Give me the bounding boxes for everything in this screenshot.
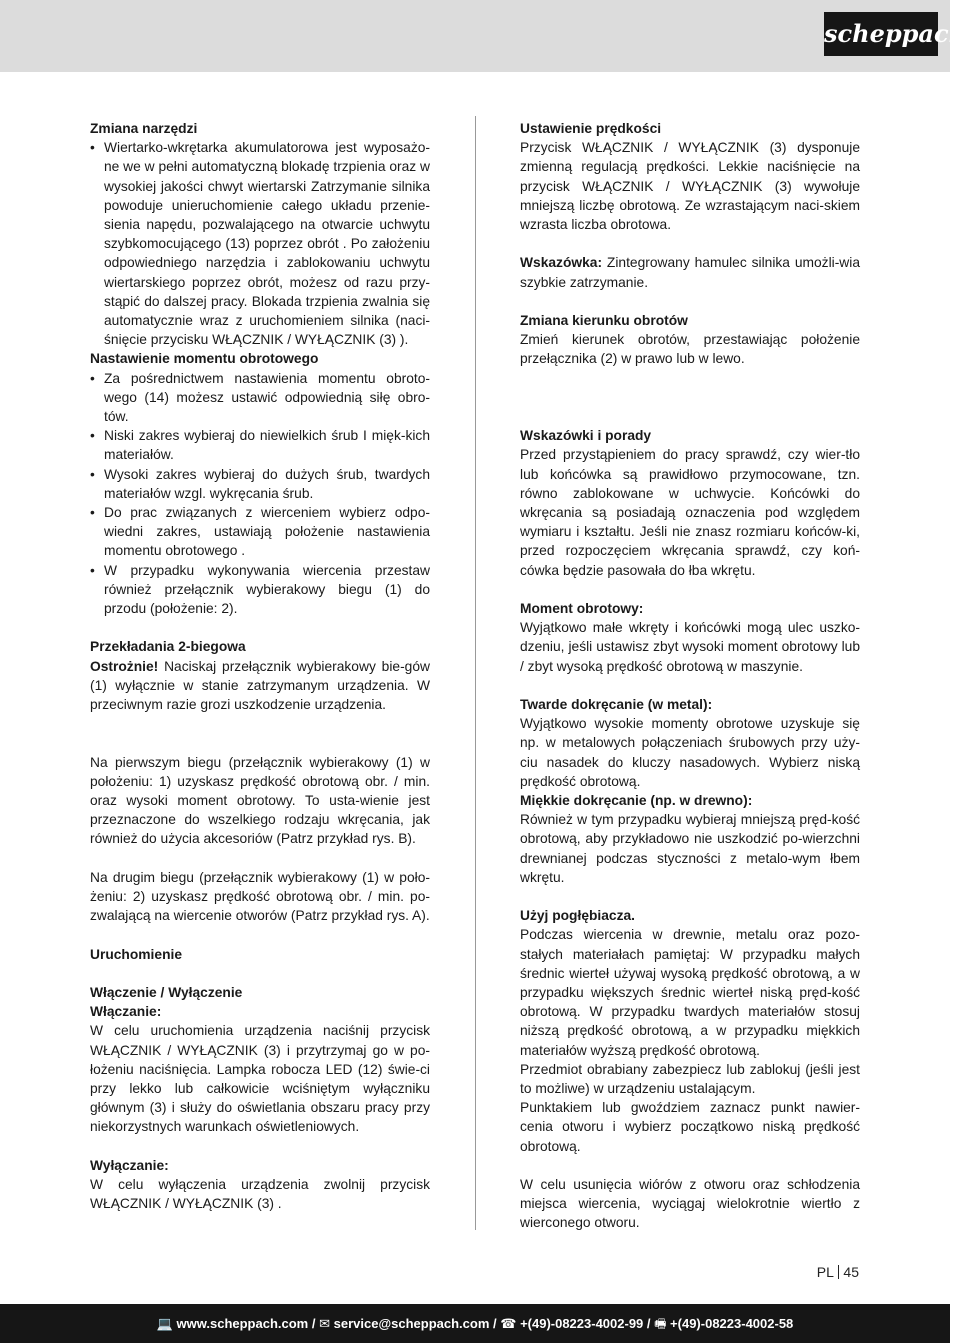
page-number-value: 45 [843, 1264, 859, 1280]
speed-setting-paragraph: Przycisk WŁĄCZNIK / WYŁĄCZNIK (3) dysponuje zmienną regulacją prędkości. Lekkie naciśnięcie na przycisk WŁĄCZNIK / WYŁĄCZNIK (3) wywołuje mniejszą liczbę obrotową. Ze wzrastającym naci-skiem wzrasta liczba obrotowa. [520, 140, 860, 233]
email-link[interactable]: service@scheppach.com [333, 1316, 490, 1331]
subtitle-switching-off: Wyłączanie: [90, 1157, 169, 1173]
website-link[interactable]: www.scheppach.com [176, 1316, 309, 1331]
footer-separator: / [308, 1316, 320, 1331]
fax-number: +(49)-08223-4002-58 [670, 1316, 794, 1331]
hint-label: Wskazówka: [520, 255, 603, 271]
torque-paragraph: Wyjątkowo małe wkręty i końcówki mogą ulec uszko-dzeniu, jeśli ustawisz zbyt wysoki moment obrotowy lub / zbyt wysoką prędkość obrotową w maszynie. [520, 620, 860, 674]
section-title-tips: Wskazówki i porady [520, 428, 652, 444]
column-divider [475, 116, 476, 1230]
phone-icon: ☎ [500, 1316, 517, 1331]
computer-icon: 💻 [156, 1316, 173, 1331]
right-column [520, 119, 860, 1233]
switching-off-paragraph: W celu wyłączenia urządzenia zwolnij przycisk WŁĄCZNIK / WYŁĄCZNIK (3) . [90, 1177, 430, 1212]
phone-number: +(49)-08223-4002-99 [520, 1316, 644, 1331]
second-gear-paragraph: Na drugim biegu (przełącznik wybierakowy (1) w poło-żeniu: 2) uzyskasz prędkość obrotową obr. / min. po-zwalającą na wiercenie otworów (Patrz przykład rys. A). [90, 869, 430, 924]
caution-paragraph [90, 657, 430, 715]
switching-on-paragraph: W celu uruchomienia urządzenia naciśnij przycisk WŁĄCZNIK / WYŁĄCZNIK (3) i przytrzymaj go w po-łożeniu naciśnięcia. Lampka robocza LED (12) świe-ci przy lekko lub całkowicie wciśniętym wyłączniku głównym (3) i służy do oświetlania obszaru pracy przy niekorzystnych warunkach oświetleniowych. [90, 1023, 430, 1135]
section-title-speed-setting: Ustawienie prędkości [520, 121, 662, 136]
countersink-paragraph-3: Punktakiem lub gwoździem zaznacz punkt nawier-cenia otworu i wybierz początkowo niską prędkość obrotową. [520, 1100, 860, 1154]
tips-paragraph: Przed przystąpieniem do pracy sprawdź, czy wier-tło lub końcówka są prawidłowo przymocowane, tzn. równo zablokowane w uchwycie. Końcówki do wkręcania są posiadają oznaczenia pod względem wymiaru i kształtu. Jeśli nie znasz rozmiaru końców-ki, przed rozpoczęciem wkręcania sprawdź, czy koń-cówka będzie pasowała do łba wkrętu. [520, 447, 860, 578]
hard-screwing-paragraph: Wyjątkowo wysokie momenty obrotowe uzyskuje się np. w metalowych połączeniach śrubowych przy uży-ciu nasadek do kluczy nasadowych. Wybierz niską prędkość obrotową. [520, 716, 860, 789]
hint-text: Zintegrowany hamulec silnika umożli-wia szybkie zatrzymanie. [520, 255, 860, 290]
section-title-countersink: Użyj pogłębiacza. [520, 908, 636, 924]
section-title-soft-screwing: Miękkie dokręcanie (np. w drewno): [520, 793, 753, 809]
caution-text: Naciskaj przełącznik wybierakowy bie-gów (1) wyłącznie w stanie zatrzymanym urządzenia. W przeciwnym razie grozi uszkodzenie urządzenia. [90, 658, 430, 713]
countersink-paragraph-4: W celu usunięcia wiórów z otworu oraz schłodzenia miejsca wiercenia, wyciągaj wielokrotnie wiertło z wierconego otworu. [520, 1177, 860, 1231]
list-item: • Za pośrednictwem nastawienia momentu obroto-wego (14) możesz ustawić odpowiednią siłę obro-tów. [90, 369, 430, 427]
countersink-paragraph-2: Przedmiot obrabiany zabezpiecz lub zablokuj (jeśli jest to możliwe) w urządzeniu ustalającym. [520, 1061, 860, 1097]
footer-separator: / [489, 1316, 501, 1331]
tool-change-list [90, 138, 430, 349]
section-title-on-off: Włączenie / Wyłączenie [90, 985, 243, 1001]
caution-label: Ostrożnie! [90, 658, 159, 674]
section-title-gearbox: Przekładania 2-biegowa [90, 639, 246, 655]
footer-contact-bar [0, 1304, 950, 1343]
section-title-torque-setting: Nastawienie momentu obrotowego [90, 351, 319, 367]
hint-paragraph [520, 253, 860, 291]
section-title-tool-change: Zmiana narzędzi [90, 121, 198, 136]
list-item: • Wiertarko-wkrętarka akumulatorowa jest wyposażo-ne we w pełni automatyczną blokadę trzpienia oraz w wysokiej jakości chwyt wiertarski Zatrzymanie silnika powoduje unieruchomienie całego układu przenie-sienia napędu, pozwalającego na otwarcie uchwytu szybkomocującego (13) poprzez obrót . Po założeniu odpowiedniego narzędzia i zablokowaniu uchwytu wiertarskiego poprzez obrót, możesz od razu przy-stąpić do dalszej pracy. Blokada trzpienia zwalnia się automatycznie wraz z uruchomieniem silnika (naci-śnięcie przycisku WŁĄCZNIK / WYŁĄCZNIK (3) ). [90, 138, 430, 349]
scheppach-logo: scheppach [824, 12, 938, 56]
footer-separator: / [643, 1316, 655, 1331]
subtitle-switching-on: Włączanie: [90, 1004, 162, 1020]
torque-setting-list [90, 369, 430, 619]
page-number-separator [838, 1265, 840, 1279]
list-item: • Niski zakres wybieraj do niewielkich śrub I mięk-kich materiałów. [90, 426, 430, 464]
left-column [90, 119, 430, 1213]
countersink-paragraph-1: Podczas wiercenia w drewnie, metalu oraz pozo-stałych materiałach pamiętaj: W przypadku małych średnic wierteł używaj wysoką prędkość obrotową, a w przypadku większych średnic wierteł niską pręd-kość obrotową. W przypadku twardych materiałów stosuj niższą prędkość obrotową, a w przypadku miękkich materiałów wyższą prędkość obrotową. [520, 927, 860, 1058]
list-item: • Do prac związanych z wierceniem wybierz odpo-wiedni zakres, ustawiają położenie nastawienia momentu obrotowego . [90, 503, 430, 561]
first-gear-paragraph: Na pierwszym biegu (przełącznik wybierakowy (1) w położeniu: 1) uzyskasz prędkość obrotową obr. / min. oraz wysoki moment obrotowy. To usta-wienie jest przeznaczone do wszelkiego rodzaju wkręcania, jak również do użycia akcesoriów (Patrz przykład rys. B). [90, 754, 430, 847]
header-band [0, 0, 950, 72]
email-icon: ✉ [319, 1316, 330, 1331]
fax-icon: 🖷 [654, 1316, 667, 1331]
section-title-direction-change: Zmiana kierunku obrotów [520, 313, 688, 328]
direction-change-paragraph: Zmień kierunek obrotów, przestawiając położenie przełącznika (2) w prawo lub w lewo. [520, 332, 860, 367]
page-language: PL [816, 1264, 834, 1280]
list-item: • W przypadku wykonywania wiercenia przestaw również przełącznik wybierakowy biegu (1) do przodu (położenie: 2). [90, 561, 430, 619]
list-item: • Wysoki zakres wybieraj do dużych śrub, twardych materiałów wzgl. wykręcania śrub. [90, 465, 430, 503]
section-title-hard-screwing: Twarde dokręcanie (w metal): [520, 697, 713, 713]
section-title-torque: Moment obrotowy: [520, 601, 644, 617]
page-number [817, 1264, 859, 1280]
section-title-startup: Uruchomienie [90, 946, 182, 962]
soft-screwing-paragraph: Również w tym przypadku wybieraj mniejszą pręd-kość obrotową, aby przykładowo nie uszkodzić po-wierzchni drewnianej podczas styczności z metalo-wym łbem wkrętu. [520, 812, 860, 885]
